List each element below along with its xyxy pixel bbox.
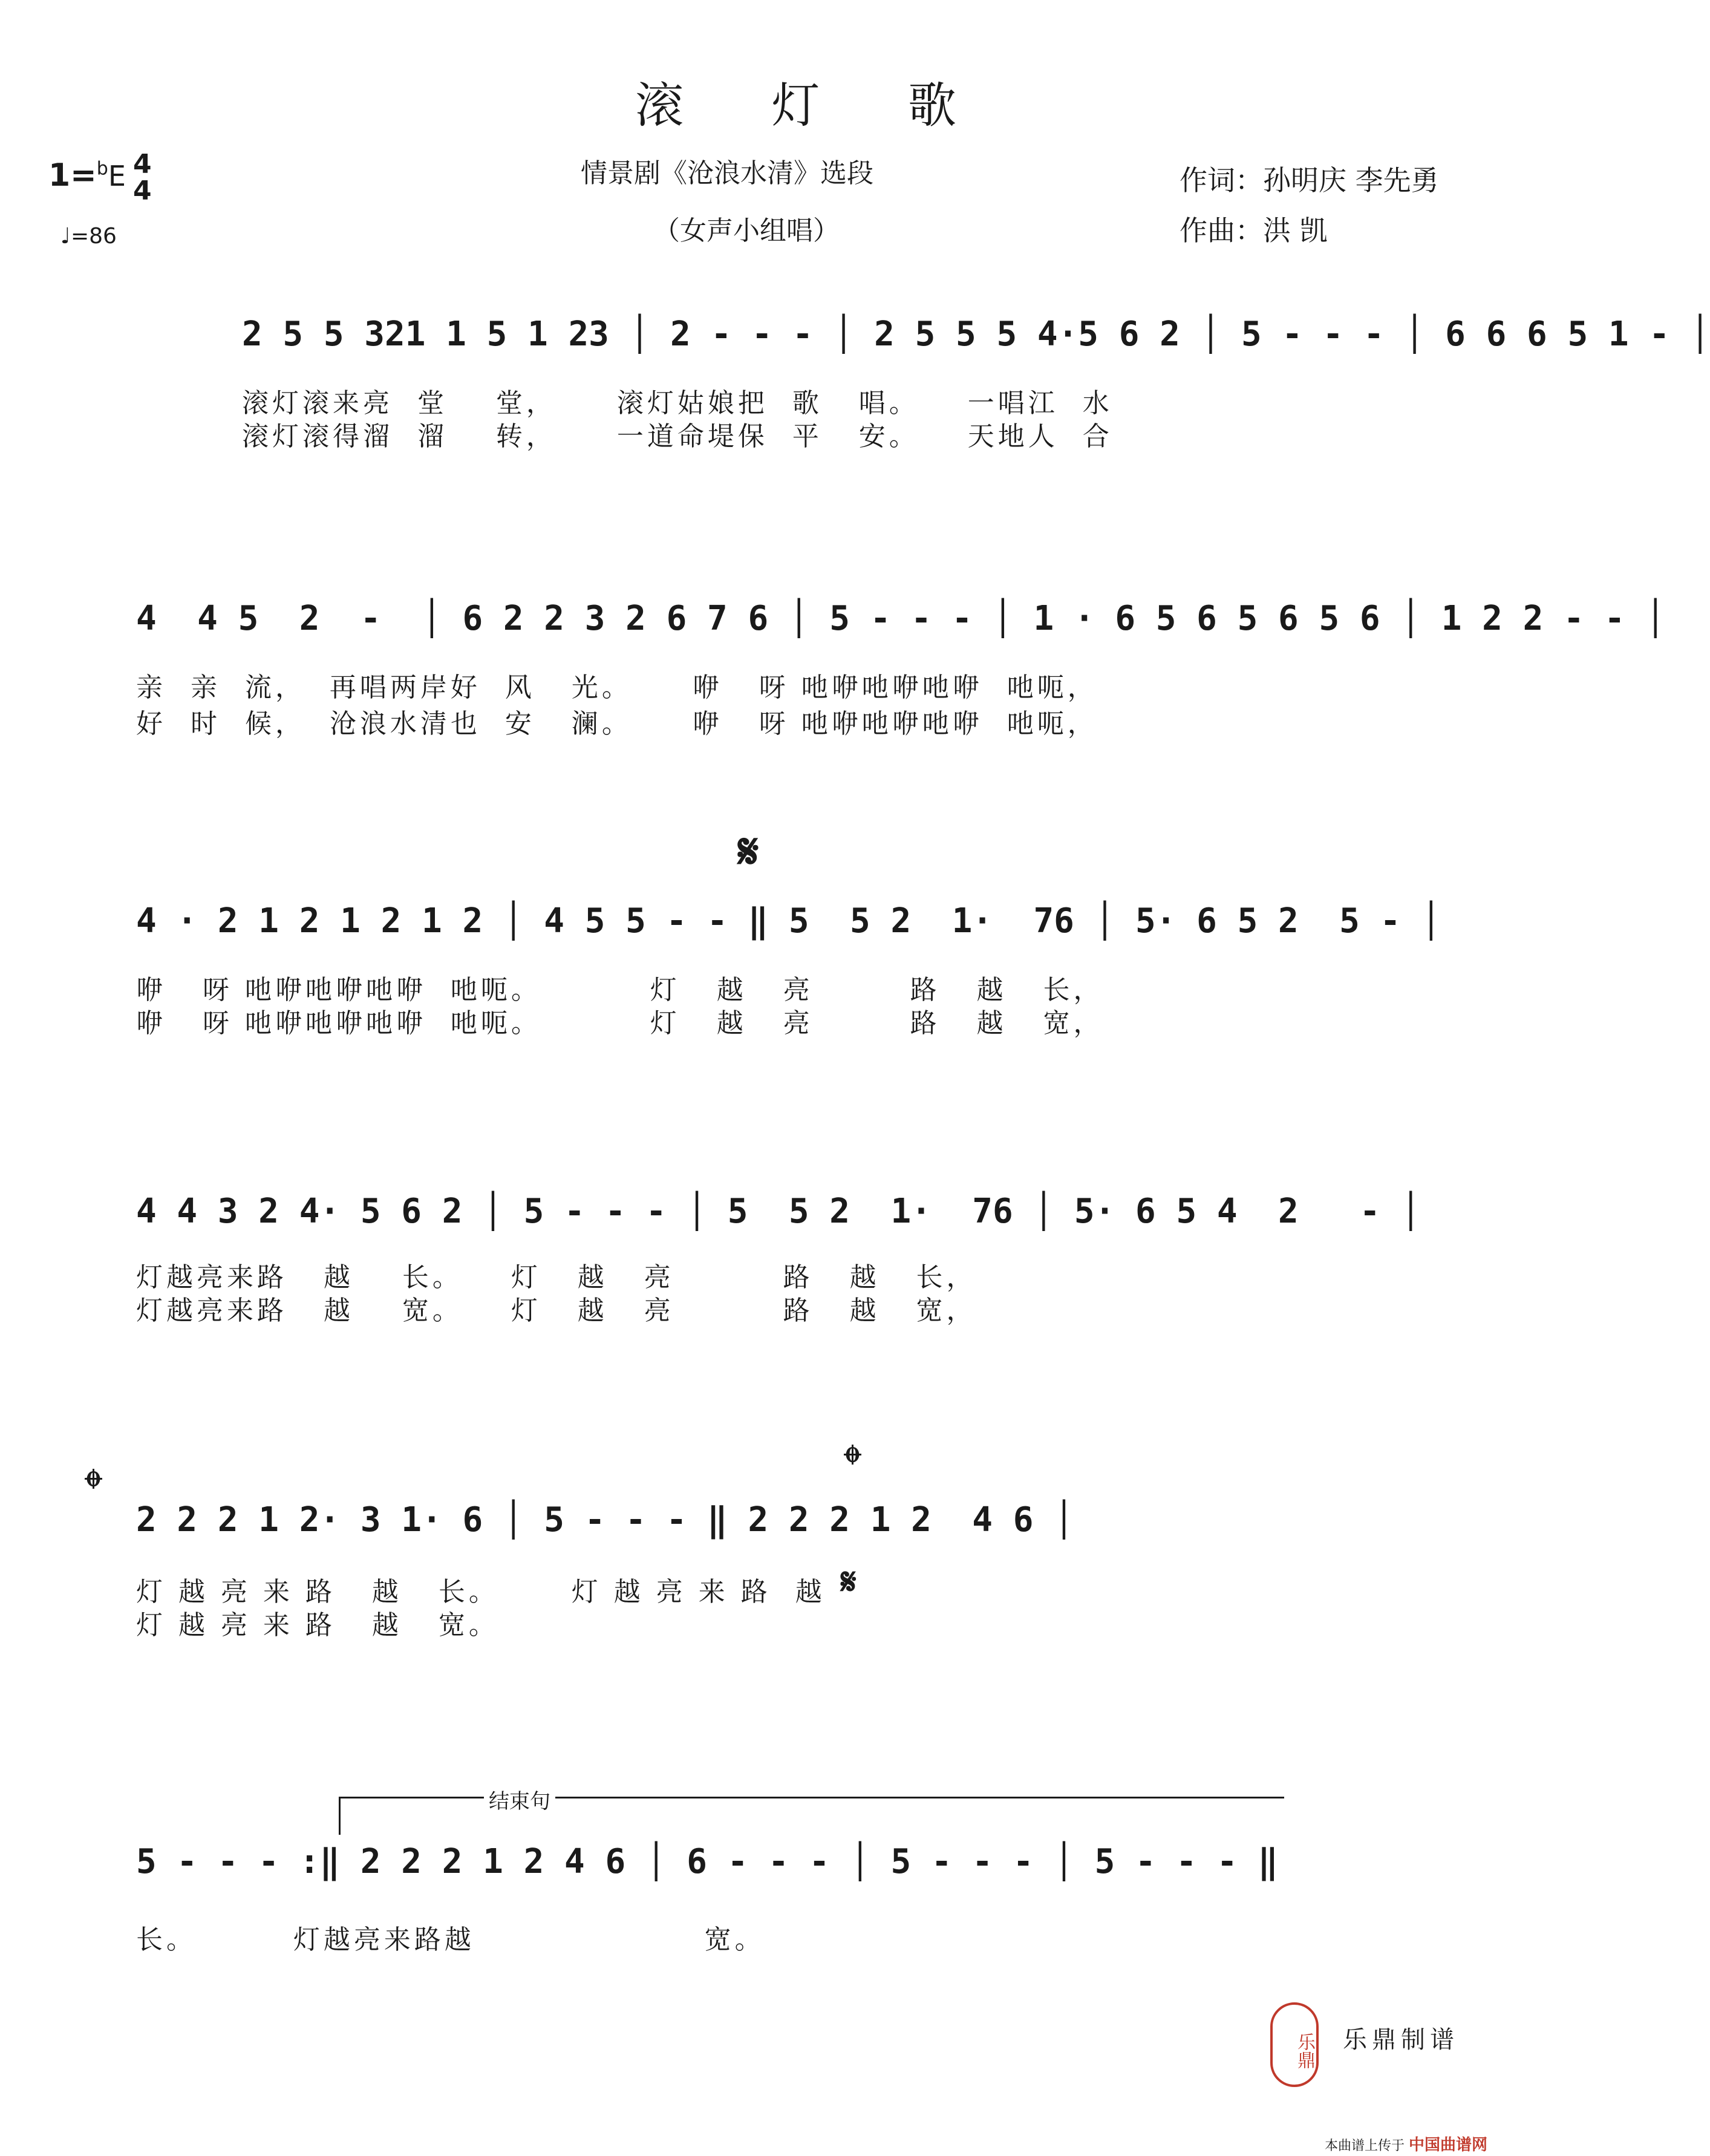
publisher-brandmark: 乐鼎制谱 [1343, 2026, 1459, 2054]
lyric-verse2-system-2: 好 时 候， 沧浪水清也 安 澜。 咿 呀 吔咿吔咿吔咿 吔呃， [136, 708, 1098, 739]
lyricist-credit [1180, 158, 1439, 198]
ending-bracket [339, 1797, 1284, 1835]
footer-site-link[interactable]: 中国曲谱网 [1409, 2136, 1488, 2154]
notes-system-6: 5 - - - :‖ 2 2 2 1 2 4 6 │ 6 - - - │ 5 - - - │ 5 - - - ‖ [136, 1842, 1279, 1881]
lyric-verse1-system-4: 灯越亮来路 越 长。 灯 越 亮 路 越 长， [136, 1262, 977, 1293]
lyric-verse1-system-1: 滚灯滚来亮 堂 堂， 滚灯姑娘把 歌 唱。 一唱江 水 [242, 388, 1113, 419]
lyricist-names: 孙明庆 李先勇 [1263, 164, 1439, 197]
subtitle: 情景剧《沧浪水清》选段 [581, 158, 873, 189]
lyric-verse2-system-4: 灯越亮来路 越 宽。 灯 越 亮 路 越 宽， [136, 1295, 977, 1326]
key-note: E [108, 160, 126, 192]
lyric-verse1-system-6: 长。 灯越亮来路越 宽。 [136, 1924, 765, 1955]
lyric-verse1-system-2: 亲 亲 流， 再唱两岸好 风 光。 咿 呀 吔咿吔咿吔咿 吔呃， [136, 672, 1098, 703]
tempo-value: =86 [70, 224, 117, 249]
composer-label: 作曲： [1180, 214, 1263, 247]
time-signature [133, 151, 152, 204]
lyric-verse2-system-1: 滚灯滚得溜 溜 转， 一道命堤保 平 安。 天地人 合 [242, 421, 1113, 452]
composer-name: 洪 凯 [1263, 214, 1328, 247]
lyric-verse2-system-3: 咿 呀 吔咿吔咿吔咿 吔呃。 灯 越 亮 路 越 宽， [136, 1008, 1104, 1039]
key-prefix: 1= [48, 157, 97, 194]
notes-system-5: 2 2 2 1 2· 3 1· 6 │ 5 - - - ‖ 2 2 2 1 2 4 6 │ [136, 1500, 1074, 1540]
time-top: 4 [133, 149, 152, 180]
score-system-2 [0, 599, 1666, 659]
notes-system-4: 4 4 3 2 4· 5 6 2 │ 5 - - - │ 5 5 2 1· 76 │ 5· 6 5 4 2 - │ [136, 1192, 1421, 1231]
ending-label: 结束句 [484, 1785, 555, 1814]
notes-system-3: 4 · 2 1 2 1 2 1 2 │ 4 5 5 - - ‖ 5 5 2 1· 76 │ 5· 6 5 2 5 - │ [136, 901, 1441, 941]
key-flat: b [96, 158, 108, 180]
segno-symbol: 𝄋 [738, 823, 759, 880]
score-system-5 [0, 1500, 1524, 1561]
page-title: 滚 灯 歌 [635, 77, 993, 134]
footer-upload-text: 本曲谱上传于 [1325, 2138, 1405, 2154]
notes-system-2: 4 4 5 2 - │ 6 2 2 3 2 6 7 6 │ 5 - - - │ 1 · 6 5 6 5 6 5 6 │ 1 2 2 - - │ [136, 599, 1666, 638]
footer-credit [1325, 2132, 1487, 2155]
tempo-marking [60, 224, 117, 249]
quarter-note-icon: ♩ [60, 224, 71, 249]
lyricist-label: 作词： [1180, 164, 1263, 197]
composer-credit [1180, 209, 1328, 249]
score-system-4 [0, 1192, 1524, 1252]
lyric-verse2-system-5: 灯 越 亮 来 路 越 宽。 [136, 1610, 499, 1641]
score-system-1 [0, 315, 1710, 375]
notes-system-1: 2 5 5 321 1 5 1 23 │ 2 - - - │ 2 5 5 5 4·5 6 2 │ 5 - - - │ 6 6 6 5 1 - │ [242, 315, 1710, 354]
publisher-seal: 乐鼎 [1270, 2002, 1319, 2087]
segno-symbol-inline: 𝄋 [841, 1561, 857, 1603]
lyric-verse1-system-5: 灯 越 亮 来 路 越 长。 灯 越 亮 来 路 越 [136, 1576, 826, 1607]
coda-symbol-right: 𝄌 [844, 1434, 861, 1493]
performance-note: （女声小组唱） [653, 215, 840, 246]
time-bottom: 4 [133, 175, 152, 206]
key-signature [48, 157, 126, 194]
score-system-6 [0, 1842, 1524, 1903]
coda-symbol-left: 𝄌 [85, 1458, 102, 1517]
score-system-3 [0, 901, 1524, 962]
lyric-verse1-system-3: 咿 呀 吔咿吔咿吔咿 吔呃。 灯 越 亮 路 越 长， [136, 975, 1104, 1005]
